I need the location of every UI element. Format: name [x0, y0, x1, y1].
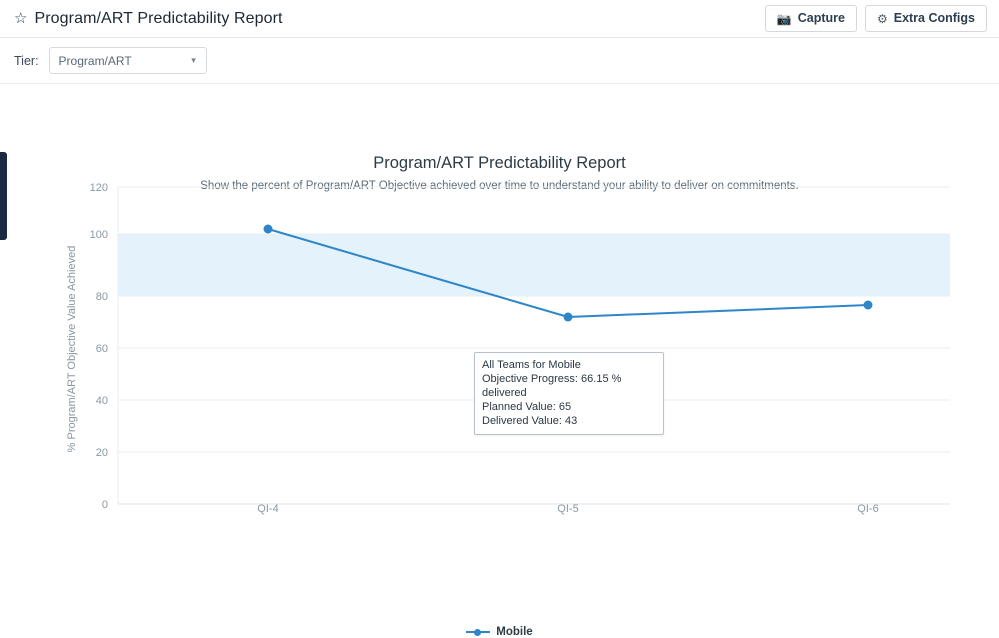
app-header: [0, 0, 999, 38]
chart-title: Program/ART Predictability Report: [373, 154, 626, 172]
gear-icon: ⚙: [876, 11, 888, 26]
data-point-qi5[interactable]: [564, 313, 573, 322]
legend-label-mobile[interactable]: Mobile: [496, 626, 533, 638]
tooltip-line-progress: Objective Progress: 66.15 % delivered: [482, 373, 622, 399]
extra-configs-button[interactable]: [865, 5, 987, 32]
header-actions: [765, 5, 987, 32]
tier-select[interactable]: [49, 47, 207, 74]
data-point-qi4[interactable]: [264, 225, 273, 234]
y-axis-title: % Program/ART Objective Value Achieved: [66, 245, 78, 453]
camera-icon: 📷: [776, 11, 792, 26]
chart-container: [0, 84, 999, 638]
chevron-down-icon: ▼: [189, 56, 198, 65]
y-tick-120: 120: [89, 182, 108, 194]
capture-button[interactable]: [765, 5, 857, 32]
x-tick-qi5: QI-5: [557, 503, 579, 515]
tooltip-line-title: All Teams for Mobile: [482, 359, 581, 371]
y-tick-20: 20: [95, 447, 108, 459]
header-left: [14, 10, 283, 28]
y-tick-40: 40: [95, 395, 108, 407]
y-tick-100: 100: [89, 229, 108, 241]
chart-tooltip: [474, 352, 664, 435]
page-title: Program/ART Predictability Report: [34, 9, 283, 27]
chart-legend: [0, 626, 999, 638]
capture-button-label: Capture: [797, 11, 845, 26]
target-band: [118, 234, 950, 296]
chart-subtitle: Show the percent of Program/ART Objective achieved over time to understand your ability to deliver on commitments.: [200, 180, 799, 192]
tooltip-line-delivered: Delivered Value: 43: [482, 415, 578, 427]
y-tick-80: 80: [95, 291, 108, 303]
x-tick-qi6: QI-6: [857, 503, 879, 515]
y-tick-60: 60: [95, 343, 108, 355]
data-point-qi6[interactable]: [864, 301, 873, 310]
x-tick-qi4: QI-4: [257, 503, 279, 515]
tooltip-line-planned: Planned Value: 65: [482, 401, 572, 413]
filter-bar: [0, 38, 999, 84]
legend-marker-mobile: [466, 627, 490, 637]
y-tick-0: 0: [101, 499, 108, 511]
tier-filter-label: Tier:: [14, 53, 39, 68]
extra-configs-button-label: Extra Configs: [893, 11, 975, 26]
tier-select-value: Program/ART: [58, 53, 132, 68]
chart-plot: [0, 84, 999, 580]
star-outline-icon[interactable]: ☆: [14, 10, 28, 27]
